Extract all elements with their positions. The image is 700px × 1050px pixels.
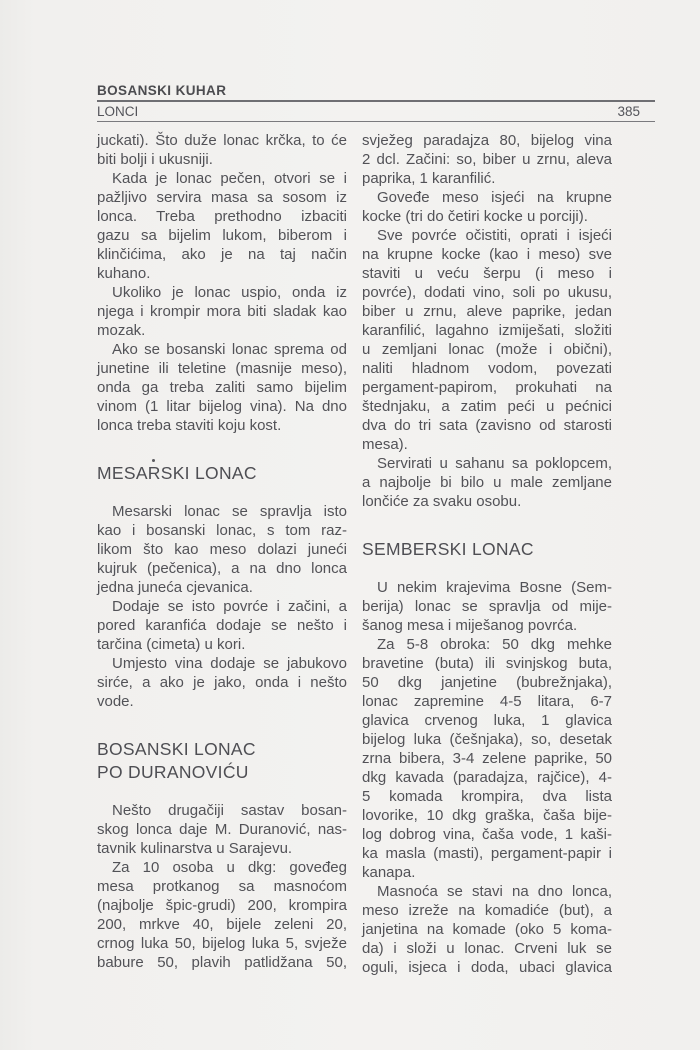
text-line: Goveđe meso isjeći na krupne (377, 189, 612, 206)
section-heading (362, 538, 612, 561)
paragraph (97, 131, 347, 169)
text-line: Dodaje se isto povrće i začini, a (112, 598, 347, 615)
paragraph (362, 882, 612, 977)
text-line: pažljivo servira masa sa sosom iz (97, 189, 347, 206)
heading-line: MESARSKI LONAC (97, 462, 347, 485)
text-line: štednjaku, a zatim peći u pećnici (362, 398, 612, 415)
text-line: kanapa. (362, 864, 416, 881)
text-line: u zemljani lonac (može i obični), (362, 341, 612, 358)
text-line: babure 50, plavih patlidžana 50, (97, 954, 347, 971)
text-line: Kada je lonac pečen, otvori se i (112, 170, 347, 187)
text-line: 50 dkg janjetine (bubrežnjaka), (362, 674, 612, 691)
text-line: log dobrog vina, čaša vode, 1 kaši- (362, 826, 612, 843)
text-line: kocke (tri do četiri kocke u porciji). (362, 208, 588, 225)
text-line: Ako se bosanski lonac sprema od (112, 341, 347, 358)
paragraph (362, 226, 612, 454)
text-line: klinčićima, ako je na taj način (97, 246, 347, 263)
text-line: dva do tri sata (zavisno od starosti (362, 417, 612, 434)
heading-line: SEMBERSKI LONAC (362, 539, 534, 559)
paragraph (97, 858, 347, 972)
text-line: naliti hladnom vodom, povezati (362, 360, 612, 377)
text-line: kao i bosanski lonac, s tom raz- (97, 522, 347, 539)
paragraph (97, 169, 347, 283)
chapter-title: LONCI (97, 104, 139, 119)
text-line: tavnik kulinarstva u Sarajevu. (97, 840, 293, 857)
text-line: 200, mrkve 40, bijele zeleni 20, (97, 916, 347, 933)
text-line: crnog luka 50, bijelog luka 5, svježe (97, 935, 347, 952)
text-line: paprika, 1 karanfilić. (362, 170, 496, 187)
page-number: 385 (617, 104, 640, 119)
page-content (97, 84, 655, 977)
text-line: bravetine (buta) ili svinjskog buta, (362, 655, 612, 672)
two-column-text (97, 131, 612, 977)
text-line: gazu sa bijelim lukom, biberom i (97, 227, 347, 244)
text-line: ka masla (masti), pergament-papir i (362, 845, 612, 862)
paragraph (97, 597, 347, 654)
paragraph (362, 454, 612, 511)
text-line: kujruk (pečenica), a na dno lonca (97, 560, 347, 577)
text-line: šanog mesa i miješanog povrća. (362, 617, 578, 634)
text-line: bijelog luka (češnjaka), so, desetak (362, 731, 612, 748)
section-heading (97, 462, 347, 485)
text-line: Nešto drugačiji sastav bosan- (112, 802, 347, 819)
text-line: oguli, isjeca i doda, ubaci glavica (362, 959, 612, 976)
paragraph (362, 578, 612, 635)
text-line: glavica crvenog luka, 1 glavica (362, 712, 612, 729)
text-line: junetine ili teletine (masnije meso), (97, 360, 347, 377)
text-line: Servirati u sahanu sa poklopcem, (377, 455, 612, 472)
text-line: kuhano. (97, 265, 151, 282)
running-head-row (97, 102, 655, 122)
text-line: (najbolje špic-grudi) 200, krompira (97, 897, 347, 914)
text-line: lonca. Treba prethodno izbaciti (97, 208, 347, 225)
text-line: vode. (97, 693, 134, 710)
text-line: janjetina na komade (oko 5 koma- (362, 921, 612, 938)
text-line: pored karanfića dodaje se nešto i (97, 617, 347, 634)
text-line: jedna juneća cjevanica. (97, 579, 253, 596)
text-line: meso izreže na komadiće (but), a (362, 902, 612, 919)
text-line: da) i složi u lonac. Crveni luk se (362, 940, 612, 957)
text-line: njega i krompir mora biti sladak kao (97, 303, 347, 320)
text-line: biber u zrnu, aleve paprike, jedan (362, 303, 612, 320)
text-line: lončiće za svaku osobu. (362, 493, 522, 510)
text-line: mozak. (97, 322, 146, 339)
text-line: Masnoća se stavi na dno lonca, (377, 883, 612, 900)
text-line: Sve povrće očistiti, oprati i isjeći (377, 227, 612, 244)
paragraph (362, 131, 612, 188)
text-line: a najbolje bi bilo u male zemljane (362, 474, 612, 491)
section-heading (97, 738, 347, 784)
text-line: povrće), dodati vino, soli po ukusu, (362, 284, 612, 301)
text-line: juckati). Što duže lonac krčka, to će (97, 132, 347, 149)
text-line: biti bolji i ukusniji. (97, 151, 213, 168)
text-line: Za 5-8 obroka: 50 dkg mehke (377, 636, 612, 653)
column-right (362, 131, 612, 977)
running-head-book-title: BOSANSKI KUHAR (97, 84, 655, 102)
text-line: lonca treba staviti koju kost. (97, 417, 282, 434)
text-line: sirće, a ako je jako, onda i nešto (97, 674, 347, 691)
paragraph (97, 801, 347, 858)
text-line: skog lonca daje M. Duranović, nas- (97, 821, 347, 838)
text-line: mesa). (362, 436, 408, 453)
text-line: karanfilić, lagahno izmiješati, složiti (362, 322, 612, 339)
paragraph (97, 340, 347, 435)
text-line: mesa protkanog sa masnoćom (97, 878, 347, 895)
text-line: tarčina (cimeta) u kori. (97, 636, 246, 653)
text-line: svježeg paradajza 80, bijelog vina (362, 132, 612, 149)
text-line: na krupne kocke (kao i meso) sve (362, 246, 612, 263)
text-line: Ukoliko je lonac uspio, onda iz (112, 284, 347, 301)
paragraph (97, 502, 347, 597)
text-line: U nekim krajevima Bosne (Sem- (377, 579, 612, 596)
heading-line: BOSANSKI LONAC (97, 739, 256, 759)
text-line: Za 10 osoba u dkg: goveđeg (112, 859, 347, 876)
text-line: staviti u veću šerpu (i meso i (362, 265, 612, 282)
paragraph (97, 654, 347, 711)
text-line: 2 dcl. Začini: so, biber u zrnu, aleva (362, 151, 612, 168)
paragraph (362, 188, 612, 226)
text-line: pergament-papirom, prokuhati na (362, 379, 612, 396)
paragraph (362, 635, 612, 882)
text-line: Mesarski lonac se spravlja isto (112, 503, 347, 520)
text-line: zrna bibera, 3-4 zelene paprike, 50 (362, 750, 612, 767)
paragraph (97, 283, 347, 340)
text-line: lonac zapremine 4-5 litara, 6-7 (362, 693, 612, 710)
text-line: 5 komada krompira, dva lista (362, 788, 612, 805)
text-line: Umjesto vina dodaje se jabukovo (112, 655, 347, 672)
column-left (97, 131, 347, 977)
text-line: dkg kavada (paradajza, rajčice), 4- (362, 769, 612, 786)
text-line: lovorike, 10 dkg graška, čaša bije- (362, 807, 612, 824)
text-line: berija) lonac se spravlja od mije- (362, 598, 612, 615)
text-line: likom što kao meso dolazi juneći (97, 541, 347, 558)
heading-line: PO DURANOVIĆU (97, 762, 249, 782)
text-line: vinom (1 litar bijelog vina). Na dno (97, 398, 347, 415)
text-line: onda ga treba zaliti samo bijelim (97, 379, 347, 396)
